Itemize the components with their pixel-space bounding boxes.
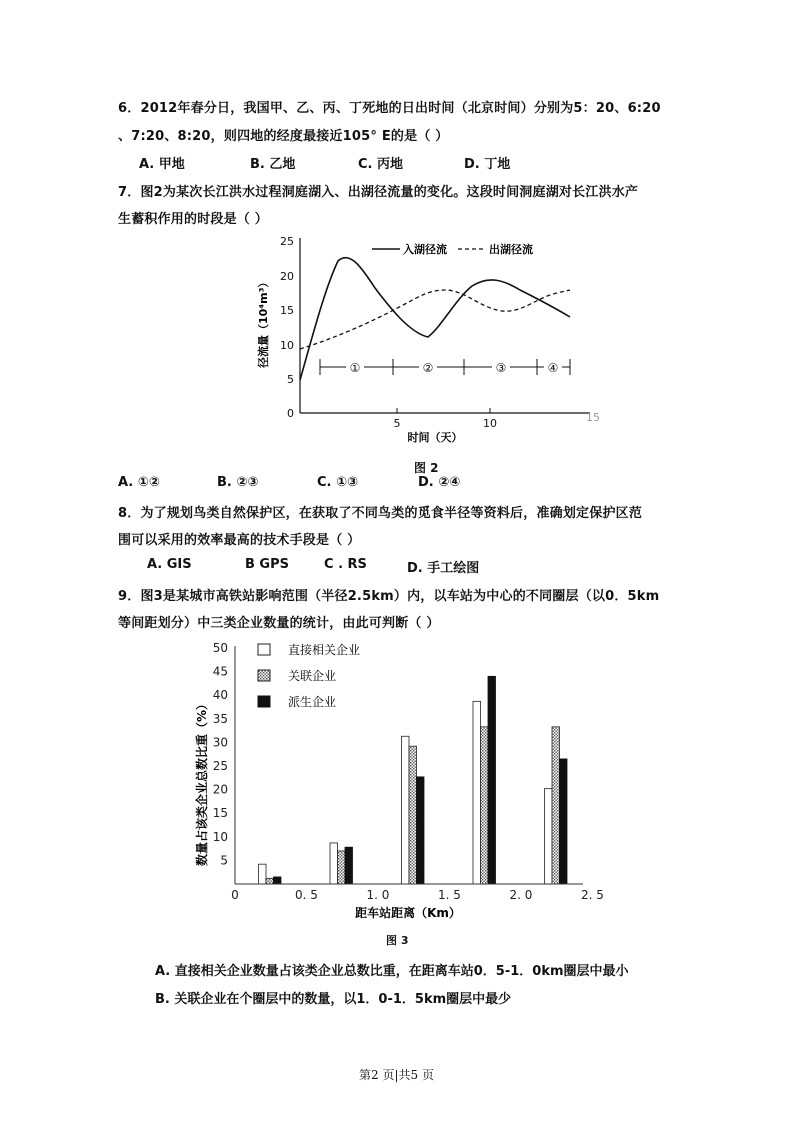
q6-line2: 、7:20、8:20，则四地的经度最接近105° E的是（ ） [118, 129, 449, 144]
fig3-xtick: 0 [231, 888, 239, 902]
q7-line2: 生蓄积作用的时段是（ ） [118, 212, 268, 227]
q6-option-a: A. 甲地 [139, 157, 185, 172]
q8-line1: 8．为了规划鸟类自然保护区，在获取了不同鸟类的觅食半径等资料后，准确划定保护区范 [118, 506, 643, 521]
fig3-xtick: 1. 0 [366, 888, 390, 902]
fig3-ytick: 40 [212, 688, 228, 703]
fig3-ytick: 50 [212, 641, 228, 655]
q8-option-a: A. GIS [147, 557, 192, 572]
q8-option-d: D. 手工绘图 [407, 561, 480, 576]
q7-option-b: B. ②③ [217, 475, 259, 490]
fig3-bar [417, 777, 425, 884]
figure-2-line-chart [250, 228, 610, 453]
fig2-period-2: ② [422, 361, 434, 375]
q7-option-a: A. ①② [118, 475, 160, 490]
fig3-bar [402, 736, 410, 884]
fig3-y-axis-label: 数量占该类企业总数比重（%） [195, 697, 209, 866]
fig3-ytick: 35 [212, 711, 228, 726]
fig3-xtick: 2. 5 [581, 888, 604, 902]
fig3-legend-swatch-derived [258, 696, 270, 707]
fig2-outflow-curve [300, 290, 570, 349]
fig3-bar [266, 878, 274, 884]
page-footer: 第2 页|共5 页 [359, 1068, 434, 1082]
fig3-xtick: 1. 5 [438, 888, 461, 902]
fig3-xtick: 2. 0 [509, 888, 533, 902]
fig2-caption: 图 2 [414, 461, 439, 475]
fig3-ytick: 15 [212, 806, 228, 821]
q7-line1: 7．图2为某次长江洪水过程洞庭湖入、出湖径流量的变化。这段时间洞庭湖对长江洪水产 [118, 185, 639, 200]
q6-line1: 6．2012年春分日，我国甲、乙、丙、丁死地的日出时间（北京时间）分别为5：20、6:20 [118, 101, 661, 116]
q8-line2: 围可以采用的效率最高的技术手段是（ ） [118, 533, 361, 548]
figure-3-bar-chart [188, 636, 608, 926]
fig3-bar [259, 864, 267, 884]
fig3-bar [488, 676, 496, 884]
fig3-bar [473, 701, 481, 884]
fig3-caption: 图 3 [386, 934, 409, 947]
fig2-x-axis-label: 时间（天） [407, 431, 463, 444]
fig2-period-4: ④ [547, 361, 559, 375]
fig3-legend-swatch-direct [258, 644, 270, 655]
fig3-bar [552, 727, 560, 884]
fig2-ytick: 15 [280, 304, 294, 317]
q7-option-c: C. ①③ [317, 475, 359, 490]
fig2-xtick: 5 [393, 417, 401, 430]
fig2-legend-outflow: 出湖径流 [489, 243, 533, 256]
q9-line2: 等间距划分）中三类企业数量的统计，由此可判断（ ） [118, 616, 440, 631]
fig3-bar [345, 847, 353, 884]
q9-option-b: B. 关联企业在个圈层中的数量，以1．0-1．5km圈层中最少 [155, 992, 512, 1007]
fig2-xtick: 10 [483, 417, 497, 430]
q7-option-d: D. ②④ [418, 475, 461, 490]
fig3-ytick: 25 [212, 759, 228, 773]
fig2-legend-inflow: 入湖径流 [403, 243, 447, 256]
fig2-ytick: 10 [280, 339, 294, 352]
q6-option-b: B. 乙地 [250, 157, 296, 172]
fig3-bar [409, 746, 417, 884]
fig3-xtick: 0. 5 [295, 888, 318, 902]
fig3-bar [330, 843, 338, 884]
fig2-xtick: 15 [586, 411, 600, 424]
fig3-bar [481, 727, 489, 884]
fig2-ytick: 5 [287, 373, 294, 386]
fig2-inflow-curve [300, 258, 570, 380]
q6-option-d: D. 丁地 [464, 157, 511, 172]
fig3-bar [560, 759, 568, 884]
fig3-bar [274, 877, 282, 884]
fig3-bar [338, 851, 346, 884]
fig2-period-3: ③ [495, 361, 507, 375]
fig3-ytick: 45 [212, 664, 228, 679]
fig3-ytick: 5 [220, 853, 228, 868]
fig2-ytick: 25 [280, 235, 294, 248]
fig3-bar [545, 789, 553, 884]
fig3-legend-swatch-related [258, 670, 270, 681]
fig2-ytick: 20 [280, 270, 294, 283]
fig3-x-axis-label: 距车站距离（Km） [355, 906, 461, 920]
fig2-period-1: ① [349, 361, 361, 375]
fig3-ytick: 30 [212, 735, 228, 750]
fig2-ytick: 0 [287, 407, 294, 420]
q6-option-c: C. 丙地 [358, 157, 404, 172]
fig2-axes [300, 238, 590, 413]
fig3-legend-derived: 派生企业 [288, 695, 337, 709]
fig3-ytick: 20 [212, 782, 228, 797]
q9-option-a: A. 直接相关企业数量占该类企业总数比重，在距离车站0．5-1．0km圈层中最小 [155, 964, 629, 979]
fig3-legend-related: 关联企业 [288, 669, 337, 683]
fig3-ytick: 10 [212, 829, 228, 844]
q8-option-c: C . RS [324, 557, 367, 572]
fig3-legend-direct: 直接相关企业 [288, 643, 361, 657]
fig2-y-axis-label: 径流量（10⁴m³） [257, 276, 270, 368]
q9-line1: 9．图3是某城市高铁站影响范围（半径2.5km）内，以车站为中心的不同圈层（以0．5km [118, 589, 660, 604]
q8-option-b: B GPS [245, 557, 289, 572]
